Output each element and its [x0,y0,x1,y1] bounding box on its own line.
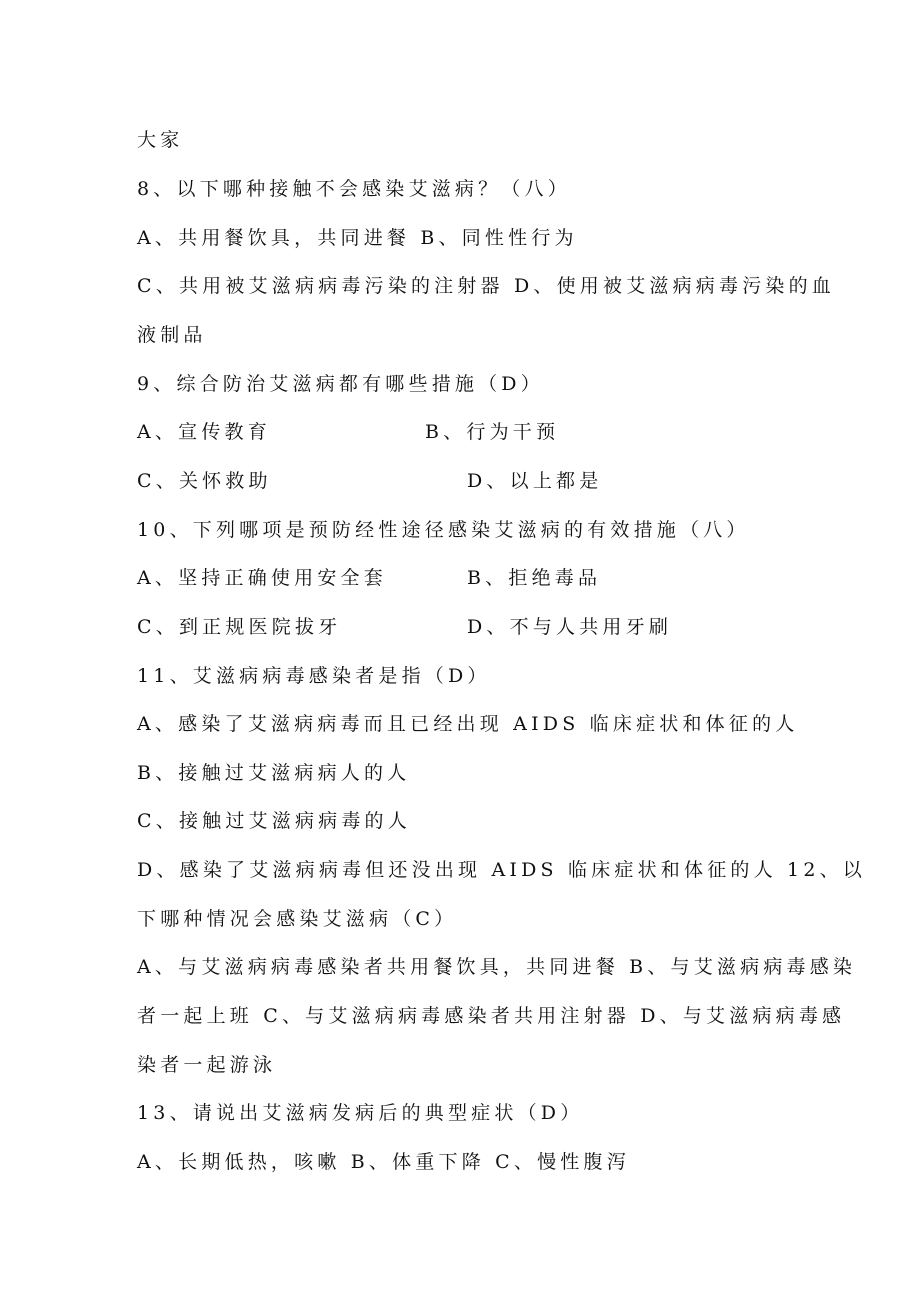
question-13: 13、请说出艾滋病发病后的典型症状（D） [137,1102,584,1124]
question-12: 下哪种情况会感染艾滋病（C） [137,908,458,930]
question-8-options-ab: A、共用餐饮具，共同进餐 B、同性性行为 [137,227,578,249]
question-11-option-d: D、感染了艾滋病病毒但还没出现 AIDS 临床症状和体征的人 12、以 [137,859,867,881]
question-10-option-b: B、拒绝毒品 [467,567,602,589]
question-9-option-c: C、关怀救助 [137,470,272,492]
question-12-options: 者一起上班 C、与艾滋病病毒感染者共用注射器 D、与艾滋病病毒感 [137,1005,846,1027]
question-12-options: A、与艾滋病病毒感染者共用餐饮具，共同进餐 B、与艾滋病病毒感染 [137,956,857,978]
question-10: 10、下列哪项是预防经性途径感染艾滋病的有效措施（八） [137,519,750,541]
text-line: 大家 [137,129,184,151]
question-10-option-c: C、到正规医院拔牙 [137,616,342,638]
question-11-option-c: C、接触过艾滋病病毒的人 [137,810,411,832]
question-9: 9、综合防治艾滋病都有哪些措施（D） [137,373,544,395]
question-8: 8、以下哪种接触不会感染艾滋病？（八） [137,178,571,200]
text-line: 液制品 [137,324,207,346]
question-8-options-cd: C、共用被艾滋病病毒污染的注射器 D、使用被艾滋病病毒污染的血 [137,275,836,297]
question-11: 11、艾滋病病毒感染者是指（D） [137,665,491,687]
question-9-option-a: A、宣传教育 [137,421,271,443]
question-9-option-d: D、以上都是 [467,470,603,492]
question-11-option-a: A、感染了艾滋病病毒而且已经出现 AIDS 临床症状和体征的人 [137,713,799,735]
question-11-option-b: B、接触过艾滋病病人的人 [137,762,411,784]
question-13-options: A、长期低热，咳嗽 B、体重下降 C、慢性腹泻 [137,1151,630,1173]
question-9-option-b: B、行为干预 [425,421,560,443]
question-10-option-d: D、不与人共用牙刷 [467,616,673,638]
question-10-option-a: A、坚持正确使用安全套 [137,567,387,589]
question-12-options: 染者一起游泳 [137,1054,277,1076]
